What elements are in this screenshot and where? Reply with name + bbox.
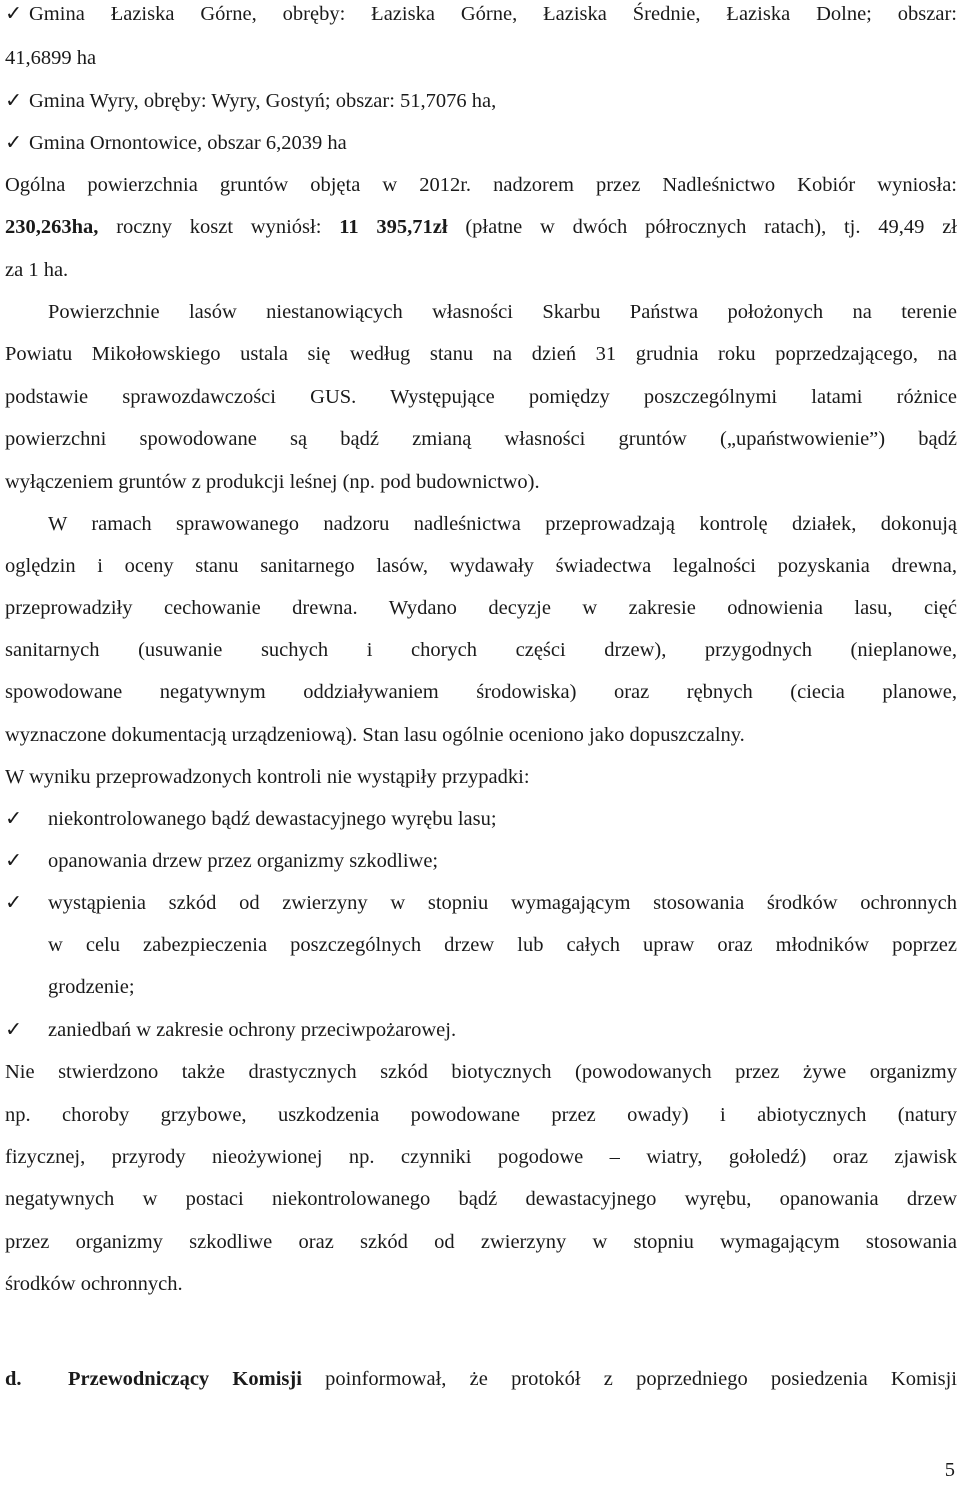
list-item (5, 0, 957, 28)
checkmark-icon: ✓ (5, 892, 23, 914)
list-item-text: Gmina Łaziska Górne, obręby: Łaziska Górne, Łaziska Średnie, Łaziska Dolne; obszar: (29, 3, 957, 25)
section-subject: Przewodniczący Komisji (68, 1368, 302, 1390)
paragraph-line: spowodowane negatywnym oddziaływaniem środowiska) oraz rębnych (ciecia planowe, (5, 681, 957, 703)
summary-line: za 1 ha. (5, 259, 69, 281)
paragraph-line: powierzchni spowodowane są bądź zmianą własności gruntów („upaństwowienie”) bądź (5, 428, 957, 450)
list-item-text: grodzenie; (48, 976, 135, 998)
annual-cost: 11 395,71zł (339, 216, 448, 238)
paragraph-line: Nie stwierdzono także drastycznych szkód biotycznych (powodowanych przez żywe organizmy (5, 1061, 957, 1083)
paragraph-line: fizycznej, przyrody nieożywionej np. czynniki pogodowe – wiatry, gołoledź) oraz zjawisk (5, 1146, 957, 1168)
list-item (5, 129, 957, 157)
list-item-text: zaniedbań w zakresie ochrony przeciwpożarowej. (48, 1019, 457, 1041)
list-item-text: Gmina Wyry, obręby: Wyry, Gostyń; obszar: 51,7076 ha, (29, 90, 497, 112)
paragraph-line: np. choroby grzybowe, uszkodzenia powodowane przez owady) i abiotycznych (natury (5, 1104, 957, 1126)
paragraph-line: W ramach sprawowanego nadzoru nadleśnictwa przeprowadzają kontrolę działek, dokonują (48, 513, 957, 535)
checkmark-icon: ✓ (5, 3, 23, 25)
section-marker: d. (5, 1368, 22, 1390)
checkmark-icon: ✓ (5, 90, 23, 112)
paragraph-line: sanitarnych (usuwanie suchych i chorych części drzew), przygodnych (nieplanowe, (5, 639, 957, 661)
checkmark-icon: ✓ (5, 850, 23, 872)
paragraph-line: wyłączeniem gruntów z produkcji leśnej (np. pod budownictwo). (5, 471, 540, 493)
summary-line: Ogólna powierzchnia gruntów objęta w 2012r. nadzorem przez Nadleśnictwo Kobiór wyniosła: (5, 174, 957, 196)
checkmark-icon: ✓ (5, 132, 23, 154)
paragraph-line: negatywnych w postaci niekontrolowanego bądź dewastacyjnego wyrębu, opanowania drzew (5, 1188, 957, 1210)
list-item-text: w celu zabezpieczenia poszczególnych drzew lub całych upraw oraz młodników poprzez (48, 934, 957, 956)
paragraph-line: środków ochronnych. (5, 1273, 183, 1295)
paragraph-line: przez organizmy szkodliwe oraz szkód od zwierzyny w stopniu wymagającym stosowania (5, 1231, 957, 1253)
paragraph-line: Powiatu Mikołowskiego ustala się według stanu na dzień 31 grudnia roku poprzedzającego, na (5, 343, 957, 365)
list-item-text: Gmina Ornontowice, obszar 6,2039 ha (29, 132, 347, 154)
list-item (5, 87, 957, 115)
checkmark-icon: ✓ (5, 1019, 23, 1041)
paragraph-line: oględzin i oceny stanu sanitarnego lasów, wydawały świadectwa legalności pozyskania drewna, (5, 555, 957, 577)
list-item-text: opanowania drzew przez organizmy szkodliwe; (48, 850, 439, 872)
checkmark-icon: ✓ (5, 808, 23, 830)
section-d: d. Przewodniczący Komisji poinformował, że protokół z poprzedniego posiedzenia Komisji (5, 1368, 957, 1390)
results-intro: W wyniku przeprowadzonych kontroli nie wystąpiły przypadki: (5, 766, 530, 788)
paragraph-line: przeprowadziły cechowanie drewna. Wydano decyzje w zakresie odnowienia lasu, cięć (5, 597, 957, 619)
paragraph-line: wyznaczone dokumentacją urządzeniową). Stan lasu ogólnie oceniono jako dopuszczalny. (5, 724, 745, 746)
paragraph-line: Powierzchnie lasów niestanowiących własności Skarbu Państwa położonych na terenie (48, 301, 957, 323)
list-item-text: niekontrolowanego bądź dewastacyjnego wyrębu lasu; (48, 808, 497, 830)
list-item-continuation: 41,6899 ha (5, 47, 97, 69)
total-area: 230,263ha, (5, 216, 99, 238)
list-item-text: wystąpienia szkód od zwierzyny w stopniu wymagającym stosowania środków ochronnych (48, 892, 957, 914)
paragraph-line: podstawie sprawozdawczości GUS. Występujące pomiędzy poszczególnymi latami różnice (5, 386, 957, 408)
page-number: 5 (944, 1459, 955, 1481)
summary-line: 230,263ha, roczny koszt wyniósł: 11 395,71zł (płatne w dwóch półrocznych ratach), tj. 49,49 zł (5, 216, 957, 238)
